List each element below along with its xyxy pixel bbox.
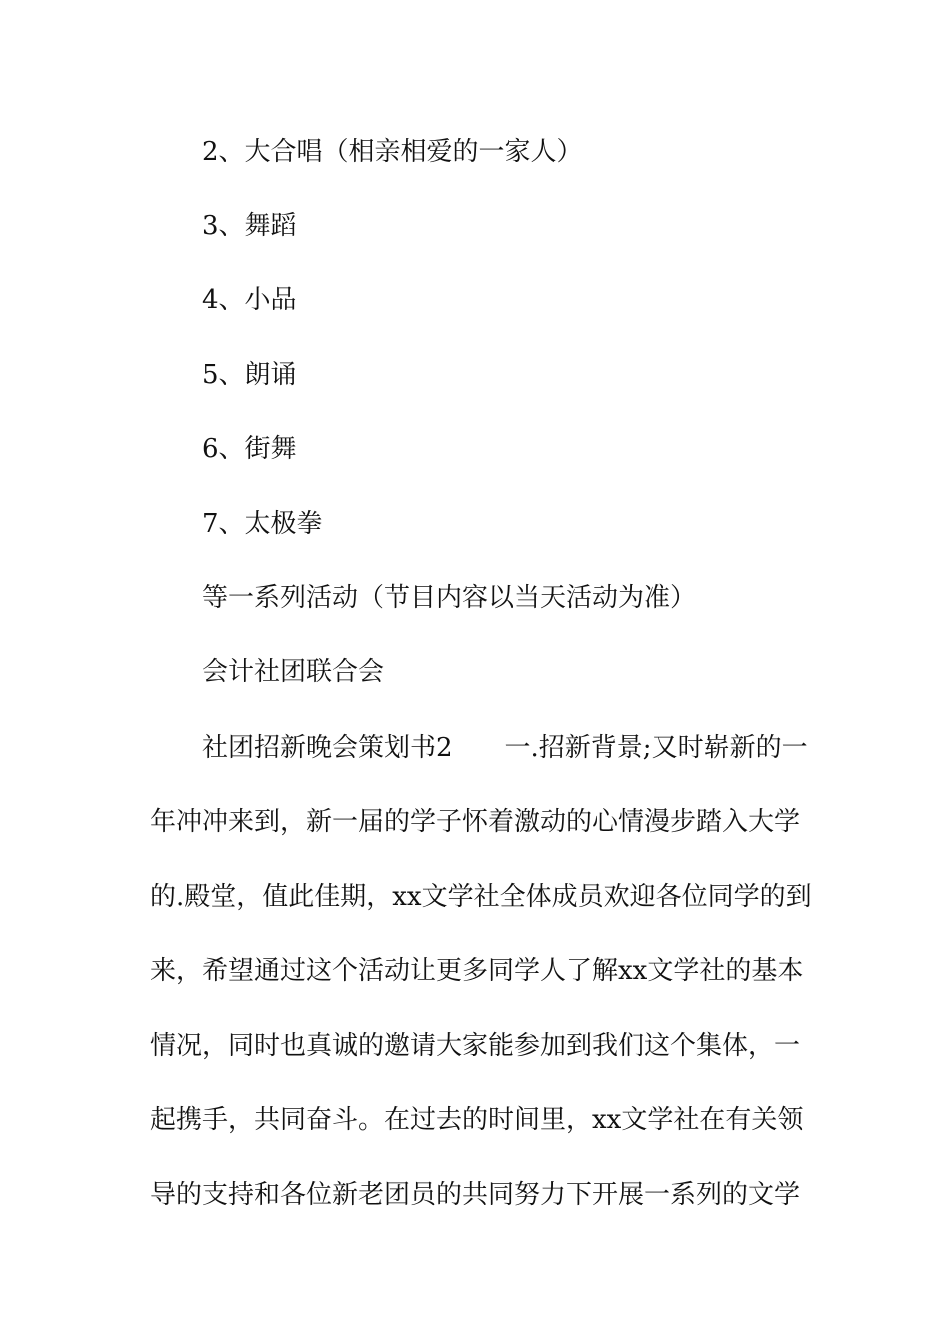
section-heading-line: [202, 733, 808, 763]
list-item: 2、大合唱（相亲相爱的一家人）: [202, 137, 583, 167]
activities-note: 等一系列活动（节目内容以当天活动为准）: [202, 583, 697, 613]
list-item: 7、太极拳: [202, 509, 323, 539]
paragraph-line: 情况，同时也真诚的邀请大家能参加到我们这个集体，一: [150, 1031, 801, 1061]
paragraph-line: 的.殿堂，值此佳期，xx文学社全体成员欢迎各位同学的到: [150, 882, 812, 912]
list-item: 5、朗诵: [202, 360, 297, 390]
list-item: 3、舞蹈: [202, 211, 297, 241]
paragraph-line: 起携手，共同奋斗。在过去的时间里，xx文学社在有关领: [150, 1105, 804, 1135]
paragraph-line: 一.招新背景;又时崭新的一: [504, 733, 808, 763]
organizer-name: 会计社团联合会: [202, 657, 385, 687]
section-title: 社团招新晚会策划书2: [202, 733, 453, 763]
list-item: 6、街舞: [202, 434, 297, 464]
paragraph-line: 年冲冲来到，新一届的学子怀着激动的心情漫步踏入大学: [150, 807, 801, 837]
paragraph-line: 来，希望通过这个活动让更多同学人了解xx文学社的基本: [150, 956, 804, 986]
list-item: 4、小品: [202, 285, 297, 315]
paragraph-line: 导的支持和各位新老团员的共同努力下开展一系列的文学: [150, 1180, 801, 1210]
